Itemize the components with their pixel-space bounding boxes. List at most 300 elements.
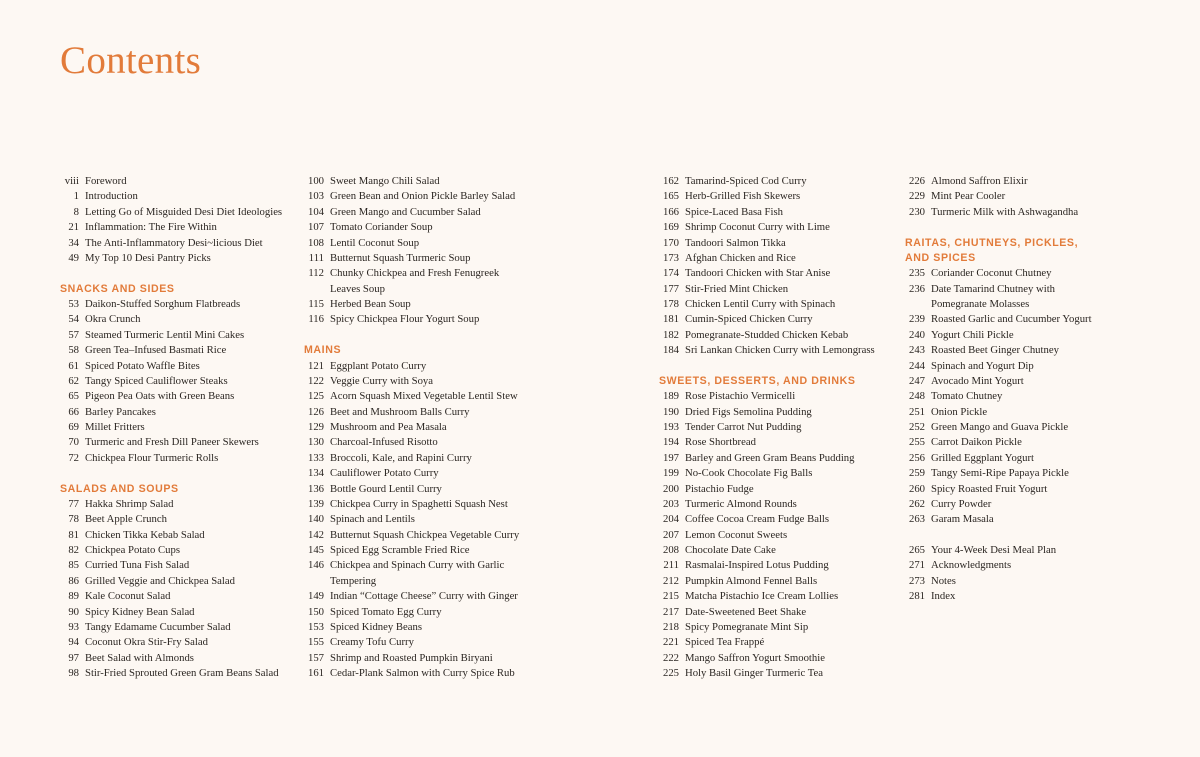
- toc-entry: [60, 251, 282, 266]
- entry-title: Tangy Semi-Ripe Papaya Pickle: [931, 467, 1069, 480]
- entry-title: Garam Masala: [931, 513, 994, 526]
- page-number: 82: [68, 544, 79, 556]
- page-number: 218: [662, 620, 679, 633]
- entry-title: My Top 10 Desi Pantry Picks: [85, 251, 211, 264]
- entry-title: Introduction: [85, 190, 138, 203]
- entry-title: Tempering: [330, 574, 377, 587]
- page-number: 94: [68, 636, 79, 649]
- page-number: 239: [908, 313, 925, 326]
- entry-title: Mushroom and Pea Masala: [330, 421, 447, 433]
- entry-title: Onion Pickle: [931, 405, 988, 418]
- entry-title: Butternut Squash Chickpea Vegetable Curry: [330, 528, 520, 541]
- toc-entry: [659, 543, 875, 558]
- toc-entry: [304, 435, 519, 450]
- toc-entry: [60, 343, 282, 358]
- toc-entry: [659, 343, 875, 358]
- page-number: 217: [662, 605, 679, 618]
- entry-title: Coconut Okra Stir-Fry Salad: [85, 636, 208, 649]
- page-number: 145: [307, 544, 324, 556]
- page-number: 207: [662, 528, 679, 541]
- entry-title: Turmeric Milk with Ashwagandha: [931, 205, 1079, 218]
- toc-entry: [60, 328, 282, 343]
- page-number: 236: [908, 282, 925, 295]
- page-number: 165: [662, 190, 679, 203]
- entry-title: Spinach and Yogurt Dip: [931, 359, 1034, 372]
- entry-title: Charcoal-Infused Risotto: [330, 436, 438, 449]
- page-number: 100: [307, 175, 324, 187]
- entry-title: Green Bean and Onion Pickle Barley Salad: [330, 190, 516, 203]
- page-number: 111: [308, 251, 324, 264]
- page-number: 72: [68, 451, 79, 464]
- page-number: 66: [68, 405, 79, 418]
- toc-entry: [304, 482, 519, 497]
- section-gap: [60, 466, 282, 481]
- entry-title: Spicy Pomegranate Mint Sip: [685, 620, 809, 633]
- page-number: 178: [662, 298, 679, 310]
- page-number: 81: [68, 528, 79, 541]
- toc-entry: [60, 389, 282, 404]
- toc-entry: [905, 266, 1092, 281]
- toc-entry: [659, 174, 875, 189]
- entry-title: Your 4-Week Desi Meal Plan: [931, 544, 1057, 556]
- page-number: 161: [307, 667, 324, 679]
- page-number: 243: [908, 344, 925, 357]
- entry-title: Chicken Tikka Kebab Salad: [85, 528, 205, 541]
- toc-entry: [304, 374, 519, 389]
- toc-entry: [60, 528, 282, 543]
- toc-column-4: [905, 174, 1092, 605]
- entry-title: Broccoli, Kale, and Rapini Curry: [330, 451, 472, 464]
- page-number: 89: [68, 590, 79, 603]
- section-gap: [659, 359, 875, 374]
- entry-title: Lemon Coconut Sweets: [685, 528, 788, 541]
- entry-title: Cauliflower Potato Curry: [330, 467, 439, 480]
- page-number: 70: [68, 436, 79, 449]
- page-number: 174: [662, 267, 679, 280]
- page-number: 281: [908, 590, 925, 603]
- toc-entry: [659, 251, 875, 266]
- page-number: 139: [307, 497, 324, 510]
- entry-title: Butternut Squash Turmeric Soup: [330, 251, 471, 264]
- page-number: 142: [307, 528, 324, 541]
- page-number: 78: [68, 513, 79, 526]
- page-number: 103: [307, 190, 324, 203]
- entry-title: Letting Go of Misguided Desi Diet Ideologies: [85, 205, 283, 218]
- entry-title: Herbed Bean Soup: [330, 298, 411, 310]
- entry-title: Date-Sweetened Beet Shake: [685, 605, 807, 618]
- entry-title: Index: [931, 590, 956, 603]
- toc-entry: [905, 512, 1092, 527]
- entry-title: Shrimp Coconut Curry with Lime: [685, 221, 830, 234]
- page-number: 8: [73, 205, 79, 218]
- entry-title: Chickpea Potato Cups: [85, 544, 180, 556]
- page-number: 53: [68, 298, 79, 310]
- toc-entry: [905, 389, 1092, 404]
- entry-title: Spiced Kidney Beans: [330, 620, 423, 633]
- entry-title: Eggplant Potato Curry: [330, 359, 427, 372]
- entry-title: Spicy Kidney Bean Salad: [85, 605, 195, 618]
- page-number: 85: [68, 559, 79, 572]
- entry-title: Daikon-Stuffed Sorghum Flatbreads: [85, 298, 241, 310]
- page-number: 121: [307, 359, 324, 372]
- page-number: 247: [908, 374, 925, 387]
- page-number: 251: [908, 405, 925, 418]
- page-number: 162: [662, 175, 679, 187]
- toc-entry: [60, 220, 282, 235]
- toc-entry: [659, 420, 875, 435]
- toc-entry: [905, 482, 1092, 497]
- entry-title: Coriander Coconut Chutney: [931, 267, 1052, 280]
- page-number: 77: [68, 497, 79, 510]
- toc-entry: [304, 497, 519, 512]
- page-number: 199: [662, 467, 679, 480]
- page-number: 256: [908, 451, 925, 464]
- entry-title: Spiced Egg Scramble Fried Rice: [330, 544, 470, 556]
- toc-entry: [304, 651, 519, 666]
- entry-title: Stir-Fried Sprouted Green Gram Beans Salad: [85, 667, 279, 679]
- entry-title: Kale Coconut Salad: [85, 590, 171, 603]
- entry-title: Green Tea–Infused Basmati Rice: [85, 344, 227, 357]
- toc-entry: [60, 374, 282, 389]
- page-number: 248: [908, 390, 925, 403]
- toc-entry: [60, 635, 282, 650]
- page-number: 21: [68, 221, 79, 234]
- toc-entry: [304, 189, 519, 204]
- toc-entry: [905, 466, 1092, 481]
- entry-title: Coffee Cocoa Cream Fudge Balls: [685, 513, 830, 526]
- page-number: 130: [307, 436, 324, 449]
- entry-title: Almond Saffron Elixir: [931, 175, 1028, 187]
- entry-title: Okra Crunch: [85, 313, 141, 326]
- toc-entry: [60, 435, 282, 450]
- toc-entry: [304, 174, 519, 189]
- toc-entry: [905, 543, 1092, 558]
- entry-title: Shrimp and Roasted Pumpkin Biryani: [330, 651, 493, 664]
- page-number: viii: [64, 175, 79, 187]
- page-number: 65: [68, 390, 79, 403]
- entry-title: Bottle Gourd Lentil Curry: [330, 482, 442, 495]
- toc-entry: [304, 635, 519, 650]
- toc-entry: [905, 312, 1092, 327]
- toc-entry: [60, 497, 282, 512]
- entry-title: Herb-Grilled Fish Skewers: [685, 190, 801, 203]
- toc-entry: [659, 451, 875, 466]
- section-gap: [304, 328, 519, 343]
- entry-title: Tandoori Salmon Tikka: [685, 236, 786, 249]
- page-number: 1: [73, 190, 79, 203]
- page-number: 166: [662, 205, 679, 218]
- page-number: 177: [662, 282, 679, 295]
- toc-entry: [60, 558, 282, 573]
- entry-title: Curry Powder: [931, 497, 992, 510]
- entry-title: Turmeric Almond Rounds: [685, 497, 797, 510]
- section-gap: [905, 220, 1092, 235]
- toc-entry: [905, 343, 1092, 358]
- toc-entry: [659, 482, 875, 497]
- entry-title: Veggie Curry with Soya: [330, 374, 434, 387]
- page-number: 62: [68, 374, 79, 387]
- page-number: 140: [307, 513, 324, 526]
- page-number: 265: [908, 544, 925, 556]
- toc-entry: [905, 328, 1092, 343]
- page-number: 194: [662, 436, 679, 449]
- entry-title: Chocolate Date Cake: [685, 544, 776, 556]
- page-number: 90: [68, 605, 79, 618]
- toc-entry: [304, 220, 519, 235]
- section-heading: SWEETS, DESSERTS, AND DRINKS: [659, 374, 856, 387]
- page-number: 104: [307, 205, 324, 218]
- toc-entry: [659, 528, 875, 543]
- page-number: 273: [908, 574, 925, 587]
- page-number: 61: [68, 359, 79, 372]
- entry-title: Spicy Roasted Fruit Yogurt: [931, 482, 1048, 495]
- toc-column-1: [60, 174, 282, 681]
- entry-title: Carrot Daikon Pickle: [931, 436, 1022, 449]
- toc-entry: [60, 543, 282, 558]
- toc-entry: [659, 205, 875, 220]
- page-number: 240: [908, 328, 925, 341]
- page-number: 189: [662, 390, 679, 403]
- entry-title: Spiced Potato Waffle Bites: [85, 359, 200, 372]
- toc-entry: [60, 589, 282, 604]
- toc-entry: [659, 666, 875, 681]
- toc-entry: [304, 605, 519, 620]
- toc-entry: [659, 266, 875, 281]
- toc-entry: [304, 466, 519, 481]
- entry-title: Chickpea and Spinach Curry with Garlic: [330, 559, 505, 572]
- entry-title: Cumin-Spiced Chicken Curry: [685, 313, 813, 326]
- entry-title: Leaves Soup: [330, 282, 385, 295]
- toc-entry: [304, 558, 519, 573]
- toc-column-3: [659, 174, 875, 681]
- toc-entry: [304, 312, 519, 327]
- page-number: 157: [307, 651, 324, 664]
- toc-entry: [659, 651, 875, 666]
- page-number: 184: [662, 344, 679, 357]
- toc-entry: [905, 297, 1092, 312]
- entry-title: Cedar-Plank Salmon with Curry Spice Rub: [330, 667, 515, 679]
- page-number: 244: [908, 359, 925, 372]
- entry-title: Roasted Beet Ginger Chutney: [931, 344, 1059, 357]
- toc-entry: [659, 297, 875, 312]
- toc-entry: [304, 205, 519, 220]
- page-number: 173: [662, 251, 679, 264]
- entry-title: Sweet Mango Chili Salad: [330, 175, 440, 187]
- entry-title: Chunky Chickpea and Fresh Fenugreek: [330, 267, 500, 280]
- entry-title: Pigeon Pea Oats with Green Beans: [85, 390, 235, 403]
- section-heading: SNACKS AND SIDES: [60, 282, 175, 295]
- entry-title: Spiced Tomato Egg Curry: [330, 605, 442, 618]
- page-number: 193: [662, 421, 679, 433]
- toc-entry: [659, 558, 875, 573]
- entry-title: Grilled Veggie and Chickpea Salad: [85, 574, 235, 587]
- entry-title: Green Mango and Guava Pickle: [931, 421, 1069, 433]
- toc-entry: [304, 389, 519, 404]
- toc-entry: [60, 651, 282, 666]
- toc-entry: [60, 512, 282, 527]
- entry-title: Chicken Lentil Curry with Spinach: [685, 298, 836, 310]
- page-number: 98: [68, 667, 79, 679]
- entry-title: Spicy Chickpea Flour Yogurt Soup: [330, 313, 480, 326]
- toc-entry: [304, 251, 519, 266]
- page-number: 200: [662, 482, 679, 495]
- entry-title: Acknowledgments: [931, 559, 1012, 572]
- page-number: 107: [307, 221, 324, 234]
- page-number: 86: [68, 574, 79, 587]
- toc-entry: [905, 359, 1092, 374]
- entry-title: Holy Basil Ginger Turmeric Tea: [685, 667, 823, 679]
- entry-title: Indian “Cottage Cheese” Curry with Ginger: [330, 590, 518, 603]
- toc-entry: [60, 236, 282, 251]
- toc-entry: [659, 512, 875, 527]
- page-number: 255: [908, 436, 925, 449]
- toc-entry: [659, 220, 875, 235]
- toc-entry: [304, 574, 519, 589]
- entry-title: Pistachio Fudge: [685, 482, 754, 495]
- entry-title: Afghan Chicken and Rice: [685, 251, 796, 264]
- entry-title: Lentil Coconut Soup: [330, 236, 420, 249]
- entry-title: Foreword: [85, 175, 127, 187]
- toc-entry: [659, 328, 875, 343]
- page-number: 129: [307, 421, 324, 433]
- page-number: 221: [662, 636, 679, 649]
- entry-title: The Anti-Inflammatory Desi~licious Diet: [85, 236, 263, 249]
- toc-entry: [905, 574, 1092, 589]
- page-number: 57: [68, 328, 79, 341]
- page-number: 229: [908, 190, 925, 203]
- page-number: 263: [908, 513, 925, 526]
- toc-entry: [304, 297, 519, 312]
- page-number: 252: [908, 421, 925, 433]
- entry-title: Pumpkin Almond Fennel Balls: [685, 574, 818, 587]
- page-number: 133: [307, 451, 324, 464]
- page-number: 58: [68, 344, 79, 357]
- page-number: 122: [307, 374, 324, 387]
- toc-entry: [304, 405, 519, 420]
- toc-entry: [659, 635, 875, 650]
- entry-title: Rose Shortbread: [685, 436, 756, 449]
- entry-title: Steamed Turmeric Lentil Mini Cakes: [85, 328, 245, 341]
- entry-title: Sri Lankan Chicken Curry with Lemongrass: [685, 344, 875, 357]
- entry-title: Pomegranate-Studded Chicken Kebab: [685, 328, 849, 341]
- page-number: 235: [908, 267, 925, 280]
- entry-title: Mint Pear Cooler: [931, 190, 1006, 203]
- toc-entry: [304, 543, 519, 558]
- section-heading: MAINS: [304, 344, 342, 357]
- page-number: 182: [662, 328, 679, 341]
- entry-title: Tamarind-Spiced Cod Curry: [685, 175, 807, 187]
- entry-title: No-Cook Chocolate Fig Balls: [685, 467, 813, 480]
- page-number: 126: [307, 405, 324, 418]
- toc-entry: [304, 236, 519, 251]
- entry-title: Pomegranate Molasses: [931, 298, 1030, 310]
- entry-title: Spinach and Lentils: [330, 513, 415, 526]
- toc-entry: [905, 420, 1092, 435]
- section-heading: AND SPICES: [905, 251, 976, 264]
- page-number: 226: [908, 175, 925, 187]
- page-number: 108: [307, 236, 324, 249]
- entry-title: Mango Saffron Yogurt Smoothie: [685, 651, 825, 664]
- entry-title: Inflammation: The Fire Within: [85, 221, 217, 234]
- page-number: 260: [908, 482, 925, 495]
- page-number: 212: [662, 574, 679, 587]
- toc-entry: [905, 374, 1092, 389]
- page-number: 134: [307, 467, 324, 480]
- toc-entry: [659, 497, 875, 512]
- page-number: 211: [663, 559, 679, 572]
- toc-entry: [60, 605, 282, 620]
- toc-entry: [905, 558, 1092, 573]
- page-number: 150: [307, 605, 324, 618]
- page-number: 116: [308, 313, 324, 326]
- toc-entry: [60, 174, 282, 189]
- page-number: 222: [662, 651, 679, 664]
- toc-entry: [659, 605, 875, 620]
- entry-title: Matcha Pistachio Ice Cream Lollies: [685, 590, 839, 603]
- toc-entry: [905, 589, 1092, 604]
- page-number: 153: [307, 620, 324, 633]
- entry-title: Notes: [931, 574, 956, 587]
- toc-entry: [304, 512, 519, 527]
- page-number: 181: [662, 313, 679, 326]
- toc-entry: [659, 466, 875, 481]
- toc-entry: [659, 405, 875, 420]
- entry-title: Beet and Mushroom Balls Curry: [330, 405, 470, 418]
- toc-entry: [905, 174, 1092, 189]
- entry-title: Chickpea Curry in Spaghetti Squash Nest: [330, 497, 508, 510]
- entry-title: Yogurt Chili Pickle: [931, 328, 1014, 341]
- entry-title: Acorn Squash Mixed Vegetable Lentil Stew: [330, 390, 518, 403]
- entry-title: Tangy Edamame Cucumber Salad: [85, 620, 231, 633]
- entry-title: Barley Pancakes: [85, 405, 156, 418]
- toc-column-2: [304, 174, 519, 681]
- page-number: 230: [908, 205, 925, 218]
- toc-entry: [659, 589, 875, 604]
- entry-title: Spiced Tea Frappé: [685, 636, 765, 649]
- toc-entry: [304, 451, 519, 466]
- page-number: 225: [662, 667, 679, 679]
- section-gap: [905, 528, 1092, 543]
- toc-entry: [60, 205, 282, 220]
- page-number: 203: [662, 497, 679, 510]
- page-number: 93: [68, 620, 79, 633]
- toc-entry: [659, 620, 875, 635]
- entry-title: Creamy Tofu Curry: [330, 636, 414, 649]
- entry-title: Dried Figs Semolina Pudding: [685, 405, 812, 418]
- toc-entry: [304, 420, 519, 435]
- page-number: 69: [68, 421, 79, 433]
- page-number: 125: [307, 390, 324, 403]
- toc-entry: [60, 359, 282, 374]
- page-number: 190: [662, 405, 679, 418]
- entry-title: Barley and Green Gram Beans Pudding: [685, 451, 855, 464]
- toc-entry: [659, 189, 875, 204]
- toc-entry: [304, 359, 519, 374]
- toc-entry: [659, 389, 875, 404]
- toc-entry: [905, 405, 1092, 420]
- entry-title: Stir-Fried Mint Chicken: [685, 282, 789, 295]
- page-number: 54: [68, 313, 79, 326]
- toc-entry: [304, 266, 519, 281]
- entry-title: Date Tamarind Chutney with: [931, 282, 1056, 295]
- toc-entry: [304, 282, 519, 297]
- page-number: 149: [307, 590, 324, 603]
- toc-entry: [905, 189, 1092, 204]
- section-heading: RAITAS, CHUTNEYS, PICKLES,: [905, 236, 1079, 249]
- entry-title: Turmeric and Fresh Dill Paneer Skewers: [85, 436, 259, 449]
- page-number: 197: [662, 451, 679, 464]
- entry-title: Roasted Garlic and Cucumber Yogurt: [931, 313, 1092, 326]
